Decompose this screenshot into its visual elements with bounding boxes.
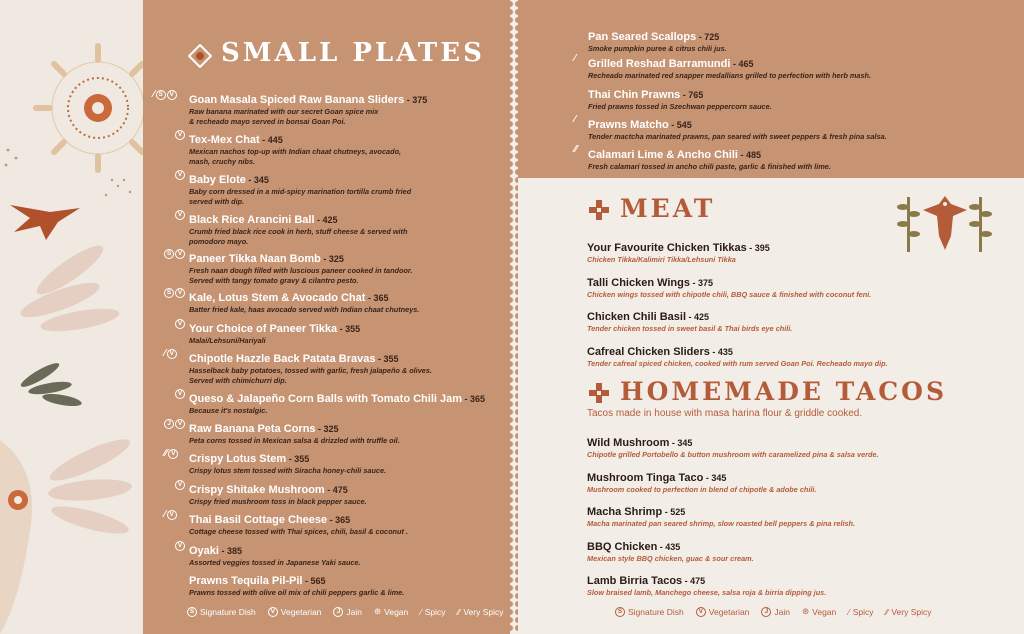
dish-price: 345	[677, 438, 693, 448]
diet-mark-icon: S	[156, 90, 166, 100]
menu-item: Grilled Reshad Barramundi - 465 Recheado marinated red snapper medallians grilled to perfection with herb mash.	[588, 58, 872, 80]
vegan-icon: ⊛	[802, 606, 810, 616]
dish-description: Tender chicken tossed in sweet basil & Thai birds eye chili.	[587, 324, 793, 333]
chili-icon: ⁄	[574, 53, 576, 64]
dish-name: Lamb Birria Tacos	[587, 575, 683, 587]
vegan-icon: ⊛	[374, 606, 382, 616]
dish-description: & recheado mayo served in bonsai Goan Poi.	[189, 117, 346, 126]
dish-name: Pan Seared Scallops	[588, 31, 697, 43]
dish-price: 375	[698, 278, 714, 288]
double-chili-icon: ⁄⁄	[574, 144, 578, 155]
dish-name: Baby Elote	[189, 174, 246, 186]
tacos-intro: Tacos made in house with masa harina flour & griddle cooked.	[587, 408, 863, 419]
dish-description: Fried prawns tossed in Szechwan peppercorn sauce.	[588, 102, 772, 111]
dish-description: Tender mactcha marinated prawns, pan seared with sweet peppers & fresh pina salsa.	[588, 132, 887, 141]
dish-description: Fresh calamari tossed in ancho chili paste, garlic & finished with lime.	[588, 162, 831, 171]
menu-item: Raw Banana Peta Corns - 325 Peta corns tossed in Mexican salsa & drizzled with truffle oil.	[189, 423, 400, 445]
dish-description: Because it's nostalgic.	[189, 406, 268, 415]
bird-totem-illustration	[895, 192, 995, 258]
dish-description: Macha marinated pan seared shrimp, slow roasted bell peppers & pina relish.	[587, 519, 856, 528]
legend-left: S Signature Dish V Vegetarian J Jain ⊛ Vegan ⁄ Spicy ⁄⁄ Very Spicy	[187, 606, 503, 617]
dish-price: 545	[676, 120, 692, 130]
menu-item: Thai Basil Cottage Cheese - 365 Cottage cheese tossed with Thai spices, chili, basil & coconut .	[189, 514, 408, 536]
dish-description: Mexican nachos top-up with Indian chaat chutneys, avocado,	[189, 147, 402, 156]
dish-name: Talli Chicken Wings	[587, 277, 690, 289]
dish-price: 475	[332, 485, 348, 495]
ornament-icon	[588, 382, 610, 404]
dietary-marks	[574, 144, 577, 156]
dish-description: served with dip.	[189, 197, 245, 206]
sun-icon	[36, 46, 143, 170]
dish-name: Goan Masala Spiced Raw Banana Sliders	[189, 94, 405, 106]
dish-description: Fresh naan dough filled with luscious paneer cooked in tandoor.	[189, 266, 413, 275]
menu-item: Chicken Chili Basil - 425 Tender chicken tossed in sweet basil & Thai birds eye chili.	[587, 311, 793, 333]
dish-price: 725	[704, 32, 720, 42]
dish-description: Raw banana marinated with our secret Goan spice mix	[189, 107, 379, 116]
dietary-marks	[574, 114, 576, 126]
dish-description: Chicken Tikka/Kalimiri Tikka/Lehsuni Tikka	[587, 255, 736, 264]
dietary-marks	[175, 129, 185, 141]
dish-description: Prawns tossed with olive oil mix of chili peppers garlic & lime.	[189, 588, 405, 597]
dish-name: Prawns Matcho	[588, 119, 669, 131]
menu-item: Chipotle Hazzle Back Patata Bravas - 355 Hasselback baby potatoes, tossed with garlic, fresh jalapeño & olives. Served with chimichurri dip.	[189, 353, 432, 385]
dietary-marks	[175, 209, 185, 221]
small-plates-title: SMALL PLATES	[221, 38, 485, 68]
chili-icon: ⁄	[848, 606, 850, 617]
dish-price: 355	[345, 324, 361, 334]
dish-name: Your Choice of Paneer Tikka	[189, 323, 338, 335]
menu-item: Queso & Jalapeño Corn Balls with Tomato Chili Jam - 365 Because it's nostalgic.	[189, 393, 486, 415]
dish-price: 485	[745, 150, 761, 160]
dish-name: Crispy Lotus Stem	[189, 453, 287, 465]
dish-description: Cottage cheese tossed with Thai spices, chili, basil & coconut .	[189, 527, 408, 536]
dish-name: Prawns Tequila Pil-Pil	[189, 575, 303, 587]
diet-mark-icon: V	[175, 130, 185, 140]
chili-icon: ⁄	[574, 114, 576, 125]
dish-description: Chipotle grilled Portobello & button mushroom with caramelized pina & salsa verde.	[587, 450, 879, 459]
menu-item: Black Rice Arancini Ball - 425 Crumb fried black rice cook in herb, stuff cheese & served with pomodoro mayo.	[189, 214, 408, 246]
dish-price: 525	[670, 507, 686, 517]
dish-price: 345	[253, 175, 269, 185]
dietary-marks	[164, 418, 185, 430]
homemade-tacos-title: HOMEMADE TACOS	[620, 377, 947, 406]
diet-mark-icon: S	[164, 249, 174, 259]
menu-item: Your Choice of Paneer Tikka - 355 Malai/Lehsuni/Hariyali	[189, 323, 361, 345]
dish-name: Paneer Tikka Naan Bomb	[189, 253, 321, 265]
dish-description: Tender cafreal spiced chicken, cooked with rum served Goan Poi. Recheado mayo dip.	[587, 359, 888, 368]
menu-item: Thai Chin Prawns - 765 Fried prawns tossed in Szechwan peppercorn sauce.	[588, 89, 772, 111]
dish-description: Assorted veggies tossed in Japanese Yaki sauce.	[189, 558, 361, 567]
dish-price: 475	[690, 576, 706, 586]
dish-description: Crispy fried mushroom toss in black pepper sauce.	[189, 497, 367, 506]
menu-item: BBQ Chicken - 435 Mexican style BBQ chicken, guac & sour cream.	[587, 541, 754, 563]
menu-item: Calamari Lime & Ancho Chili - 485 Fresh calamari tossed in ancho chili paste, garlic & finished with lime.	[588, 149, 831, 171]
chili-icon: ⁄	[153, 89, 155, 100]
menu-item: Tex-Mex Chat - 445 Mexican nachos top-up with Indian chaat chutneys, avocado, mash, cruchy nibs.	[189, 134, 402, 166]
diet-mark-icon: V	[175, 319, 185, 329]
menu-item: Your Favourite Chicken Tikkas - 395 Chicken Tikka/Kalimiri Tikka/Lehsuni Tikka	[587, 242, 770, 264]
dish-name: Cafreal Chicken Sliders	[587, 346, 710, 358]
dish-price: 425	[322, 215, 338, 225]
dish-name: Grilled Reshad Barramundi	[588, 58, 731, 70]
diet-mark-icon: V	[175, 210, 185, 220]
menu-item: Crispy Shitake Mushroom - 475 Crispy fried mushroom toss in black pepper sauce.	[189, 484, 367, 506]
dish-description: Peta corns tossed in Mexican salsa & drizzled with truffle oil.	[189, 436, 400, 445]
bird-icon	[10, 205, 80, 240]
ornament-icon	[588, 199, 610, 221]
dish-name: Calamari Lime & Ancho Chili	[588, 149, 738, 161]
dish-description: Malai/Lehsuni/Hariyali	[189, 336, 266, 345]
dish-price: 375	[412, 95, 428, 105]
dish-name: BBQ Chicken	[587, 541, 658, 553]
dish-name: Chipotle Hazzle Back Patata Bravas	[189, 353, 376, 365]
dish-price: 465	[738, 59, 754, 69]
dish-price: 435	[665, 542, 681, 552]
legend-right: S Signature Dish V Vegetarian J Jain ⊛ Vegan ⁄ Spicy ⁄⁄ Very Spicy	[615, 606, 931, 617]
dietary-marks	[164, 348, 177, 360]
menu-item: Kale, Lotus Stem & Avocado Chat - 365 Batter fried kale, haas avocado served with Indian chaat chutneys.	[189, 292, 420, 314]
dish-name: Queso & Jalapeño Corn Balls with Tomato Chili Jam	[189, 393, 463, 405]
menu-item: Crispy Lotus Stem - 355 Crispy lotus stem tossed with Siracha honey-chili sauce.	[189, 453, 387, 475]
menu-item: Prawns Tequila Pil-Pil - 565 Prawns tossed with olive oil mix of chili peppers garlic & lime.	[189, 575, 405, 597]
double-chili-icon: ⁄⁄	[457, 606, 461, 617]
dish-description: Served with tangy tomato gravy & cilantro pesto.	[189, 276, 359, 285]
dietary-marks	[175, 169, 185, 181]
dietary-marks	[153, 89, 177, 101]
dish-price: 345	[711, 473, 727, 483]
dietary-marks	[175, 388, 185, 400]
diet-mark-icon: V	[175, 419, 185, 429]
menu-item: Lamb Birria Tacos - 475 Slow braised lamb, Manchego cheese, salsa roja & birria dipping jus.	[587, 575, 827, 597]
dish-description: Slow braised lamb, Manchego cheese, salsa roja & birria dipping jus.	[587, 588, 827, 597]
dish-price: 355	[383, 354, 399, 364]
dietary-marks	[164, 287, 185, 299]
dish-price: 355	[294, 454, 310, 464]
dish-name: Kale, Lotus Stem & Avocado Chat	[189, 292, 366, 304]
dish-price: 395	[754, 243, 770, 253]
double-chili-icon: ⁄⁄	[885, 606, 889, 617]
dietary-marks	[175, 318, 185, 330]
decorative-artwork	[0, 0, 143, 634]
dish-description: Mushroom cooked to perfection in blend of chipotle & adobe chili.	[587, 485, 817, 494]
menu-item: Oyaki - 385 Assorted veggies tossed in Japanese Yaki sauce.	[189, 545, 361, 567]
dish-description: Smoke pumpkin puree & citrus chili jus.	[588, 44, 727, 53]
dish-name: Oyaki	[189, 545, 219, 557]
menu-item: Paneer Tikka Naan Bomb - 325 Fresh naan dough filled with luscious paneer cooked in tandoor. Served with tangy tomato gravy & cilantro pesto.	[189, 253, 413, 285]
dish-name: Mushroom Tinga Taco	[587, 472, 704, 484]
dish-description: pomodoro mayo.	[189, 237, 249, 246]
dish-name: Black Rice Arancini Ball	[189, 214, 315, 226]
dish-name: Thai Chin Prawns	[588, 89, 681, 101]
menu-item: Talli Chicken Wings - 375 Chicken wings tossed with chipotle chili, BBQ sauce & finished with coconut feni.	[587, 277, 872, 299]
menu-item: Cafreal Chicken Sliders - 435 Tender cafreal spiced chicken, cooked with rum served Goan Poi. Recheado mayo dip.	[587, 346, 888, 368]
dish-name: Raw Banana Peta Corns	[189, 423, 316, 435]
menu-item: Macha Shrimp - 525 Macha marinated pan seared shrimp, slow roasted bell peppers & pina relish.	[587, 506, 856, 528]
floral-illustration	[0, 0, 143, 634]
dish-price: 325	[323, 424, 339, 434]
menu-item: Goan Masala Spiced Raw Banana Sliders - 375 Raw banana marinated with our secret Goan spice mix & recheado mayo served in bonsai Goan Poi.	[189, 94, 428, 126]
menu-item: Mushroom Tinga Taco - 345 Mushroom cooked to perfection in blend of chipotle & adobe chili.	[587, 472, 817, 494]
dish-description: Baby corn dressed in a mid-spicy marination tortilla crumb fried	[189, 187, 412, 196]
double-chili-icon: ⁄⁄	[164, 448, 168, 459]
diet-mark-icon: J	[164, 419, 174, 429]
dish-name: Chicken Chili Basil	[587, 311, 687, 323]
dish-name: Macha Shrimp	[587, 506, 663, 518]
dish-description: Crispy lotus stem tossed with Siracha honey-chili sauce.	[189, 466, 387, 475]
dish-description: Recheado marinated red snapper medallians grilled to perfection with herb mash.	[588, 71, 872, 80]
dish-price: 365	[373, 293, 389, 303]
dish-price: 425	[694, 312, 710, 322]
dish-name: Tex-Mex Chat	[189, 134, 260, 146]
diet-mark-icon: V	[168, 449, 178, 459]
dish-price: 365	[335, 515, 351, 525]
diet-mark-icon: V	[175, 288, 185, 298]
diet-mark-icon: V	[175, 389, 185, 399]
dish-name: Your Favourite Chicken Tikkas	[587, 242, 747, 254]
dish-description: mash, cruchy nibs.	[189, 157, 256, 166]
dish-name: Crispy Shitake Mushroom	[189, 484, 325, 496]
dish-price: 445	[267, 135, 283, 145]
dish-name: Thai Basil Cottage Cheese	[189, 514, 328, 526]
diet-mark-icon: V	[175, 249, 185, 259]
dish-price: 765	[688, 90, 704, 100]
dish-price: 325	[328, 254, 344, 264]
dish-description: Served with chimichurri dip.	[189, 376, 287, 385]
dish-name: Wild Mushroom	[587, 437, 670, 449]
chili-icon: ⁄	[164, 348, 166, 359]
dish-description: Mexican style BBQ chicken, guac & sour cream.	[587, 554, 754, 563]
diet-mark-icon: V	[175, 170, 185, 180]
menu-item: Baby Elote - 345 Baby corn dressed in a mid-spicy marination tortilla crumb fried served with dip.	[189, 174, 412, 206]
dietary-marks	[164, 448, 178, 460]
diet-mark-icon: V	[175, 541, 185, 551]
dish-price: 435	[717, 347, 733, 357]
menu-item: Pan Seared Scallops - 725 Smoke pumpkin puree & citrus chili jus.	[588, 31, 727, 53]
scalloped-divider	[510, 0, 518, 634]
dish-price: 385	[226, 546, 242, 556]
dietary-marks	[175, 479, 185, 491]
dietary-marks	[574, 53, 576, 65]
menu-item: Prawns Matcho - 545 Tender mactcha marinated prawns, pan seared with sweet peppers & fresh pina salsa.	[588, 119, 887, 141]
diet-mark-icon: V	[175, 480, 185, 490]
ornament-icon	[188, 44, 212, 68]
dietary-marks	[164, 248, 185, 260]
dish-description: Chicken wings tossed with chipotle chili, BBQ sauce & finished with coconut feni.	[587, 290, 872, 299]
diet-mark-icon: V	[167, 510, 177, 520]
menu-item: Wild Mushroom - 345 Chipotle grilled Portobello & button mushroom with caramelized pina & salsa verde.	[587, 437, 879, 459]
dietary-marks	[175, 540, 185, 552]
dish-description: Hasselback baby potatoes, tossed with garlic, fresh jalapeño & olives.	[189, 366, 432, 375]
diet-mark-icon: V	[167, 349, 177, 359]
dish-price: 365	[470, 394, 486, 404]
dish-description: Crumb fried black rice cook in herb, stuff cheese & served with	[189, 227, 408, 236]
diet-mark-icon: S	[164, 288, 174, 298]
meat-title: MEAT	[620, 194, 716, 223]
diet-mark-icon: V	[167, 90, 177, 100]
dish-price: 565	[310, 576, 326, 586]
dish-description: Batter fried kale, haas avocado served with Indian chaat chutneys.	[189, 305, 420, 314]
chili-icon: ⁄	[420, 606, 422, 617]
dietary-marks	[164, 509, 177, 521]
chili-icon: ⁄	[164, 509, 166, 520]
